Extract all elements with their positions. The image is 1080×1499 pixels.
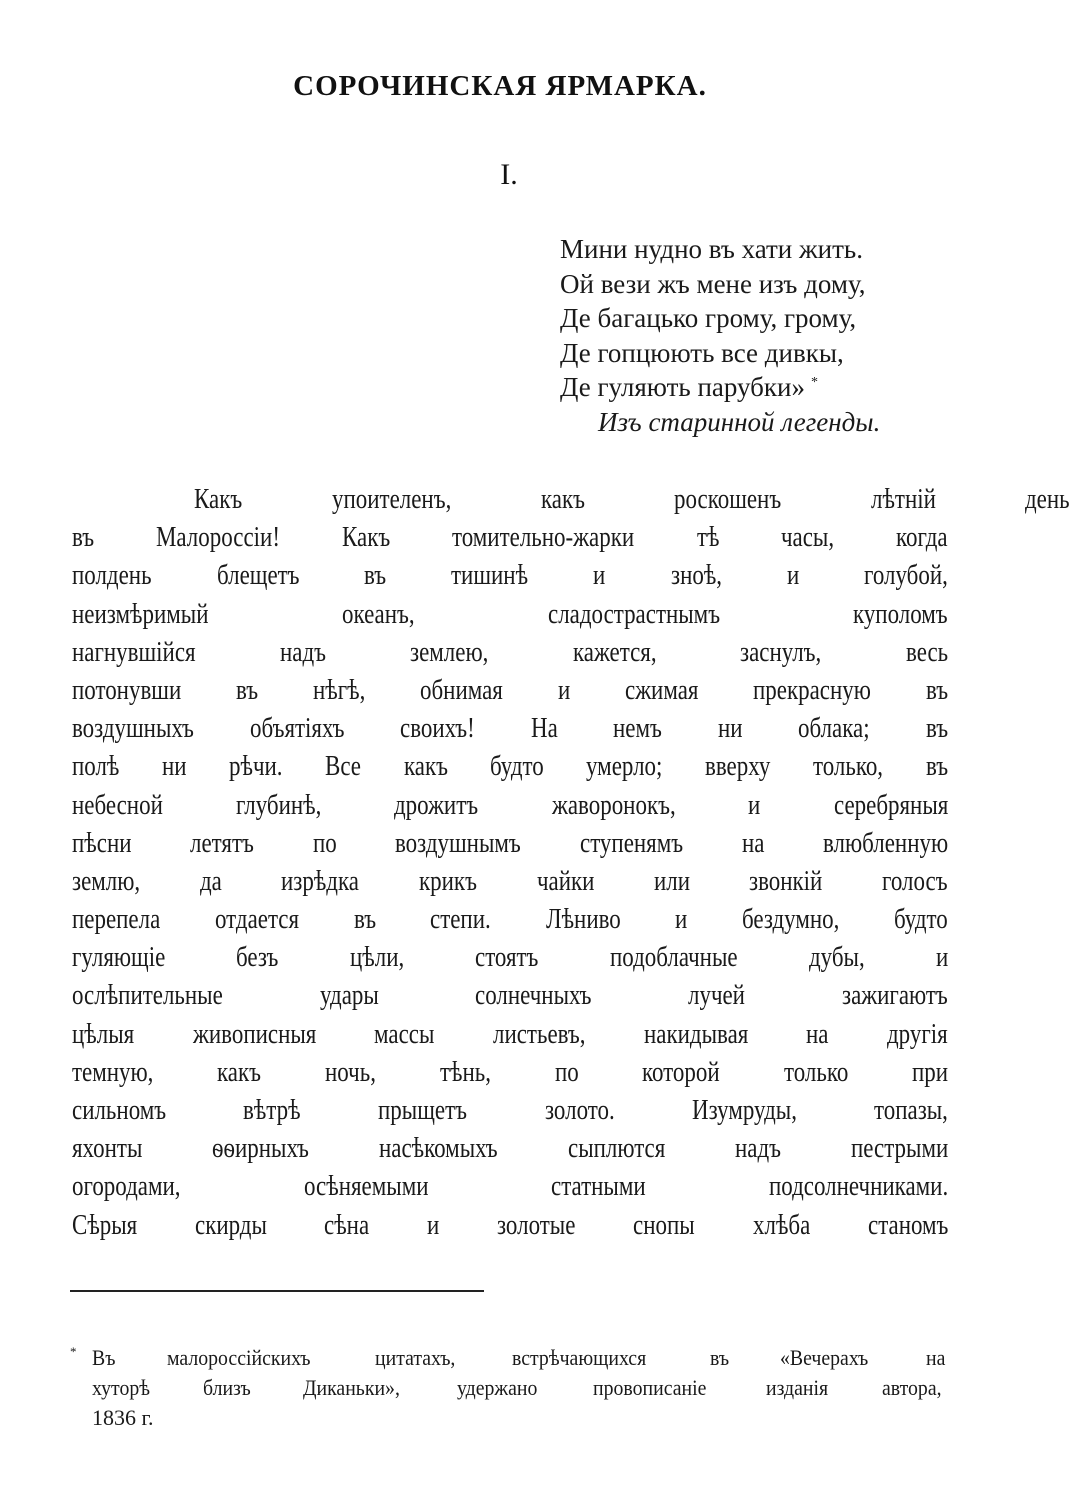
body-line: пѣсни летятъ по воздушнымъ ступенямъ на влюбленную	[72, 827, 948, 859]
body-line: потонувши въ нѣгѣ, обнимая и сжимая прекрасную въ	[72, 674, 948, 706]
body-line: землю, да изрѣдка крикъ чайки или звонкій голосъ	[72, 865, 948, 897]
body-line: Сѣрыя скирды сѣна и золотые снопы хлѣба станомъ	[72, 1209, 948, 1241]
footnote-line: 1836 г.	[92, 1405, 154, 1430]
epigraph-line-text: Де гуляють парубки»	[560, 372, 805, 402]
body-line: перепела отдается въ степи. Лѣниво и бездумно, будто	[72, 904, 948, 936]
body-line: небесной глубинѣ, дрожитъ жаворонокъ, и серебряныя	[72, 789, 948, 821]
body-line: цѣлыя живописныя массы листьевъ, накидывая на другія	[72, 1018, 948, 1050]
body-line: полдень блещетъ въ тишинѣ и зноѣ, и голубой,	[72, 560, 948, 592]
body-line: ослѣпительные удары солнечныхъ лучей зажигаютъ	[72, 980, 948, 1012]
body-text	[72, 481, 1070, 1245]
body-line: неизмѣримый океанъ, сладострастнымъ куполомъ	[72, 598, 948, 630]
epigraph-line	[560, 370, 950, 405]
footnote-divider	[70, 1290, 484, 1292]
epigraph	[560, 232, 950, 439]
epigraph-line: Мини нудно въ хати жить.	[560, 234, 863, 264]
body-line: яхонты ѳѳирныхъ насѣкомыхъ сыплются надъ пестрыми	[72, 1133, 948, 1165]
body-line: въ Малороссіи! Какъ томительно-жарки тѣ часы, когда	[72, 522, 948, 554]
body-line: воздушныхъ объятіяхъ своихъ! На немъ ни облака; въ	[72, 713, 948, 745]
footnote-marker[interactable]: *	[810, 375, 818, 390]
epigraph-source: Изъ старинной легенды.	[598, 406, 881, 437]
footnote-line: хуторѣ близъ Диканьки», удержано провописаніе изданія автора,	[92, 1375, 942, 1400]
body-line: Какъ упоителенъ, какъ роскошенъ лѣтній день	[194, 484, 1070, 515]
epigraph-line: Де гопцюють все дивкы,	[560, 337, 844, 368]
body-line: огородами, осѣняемыми статными подсолнечниками.	[72, 1171, 948, 1203]
body-line: полѣ ни рѣчи. Все какъ будто умерло; вверху только, въ	[72, 751, 948, 783]
epigraph-line: Де багацько грому, грому,	[560, 303, 857, 333]
footnote-marker: *	[70, 1344, 77, 1359]
body-line: темную, какъ ночь, тѣнь, по которой только при	[72, 1056, 948, 1088]
footnote	[70, 1343, 948, 1433]
footnote-line: Въ малороссійскихъ цитатахъ, встрѣчающихся въ «Вечерахъ на	[92, 1345, 946, 1370]
epigraph-line: Ой вези жъ мене изъ дому,	[560, 268, 866, 299]
body-line: сильномъ вѣтрѣ прыщетъ золото. Изумруды, топазы,	[72, 1095, 948, 1126]
story-title: СОРОЧИНСКАЯ ЯРМАРКА.	[293, 70, 707, 102]
body-line: гуляющіе безъ цѣли, стоятъ подоблачные дубы, и	[72, 942, 948, 974]
chapter-number: I.	[500, 158, 518, 191]
body-line: нагнувшійся надъ землею, кажется, заснулъ, весь	[72, 636, 948, 668]
